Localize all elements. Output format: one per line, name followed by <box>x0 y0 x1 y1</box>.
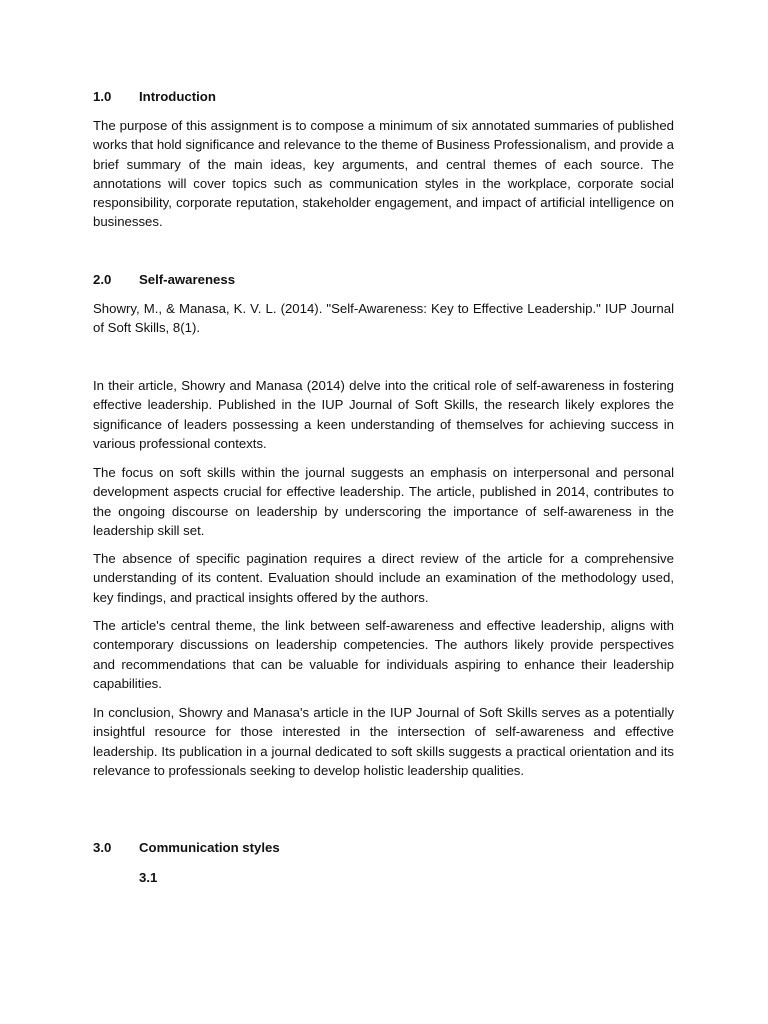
paragraph: In their article, Showry and Manasa (2014) delve into the critical role of self-awareness in fostering effective leadership. Published in the IUP Journal of Soft Skills, the research likely explores the significance of leaders possessing a keen understanding of themselves for achieving success in various professional contexts. <box>93 378 674 451</box>
section-number: 1.0 <box>93 89 112 104</box>
section-title: Communication styles <box>139 840 280 855</box>
paragraph: The focus on soft skills within the journal suggests an emphasis on interpersonal and personal development aspects crucial for effective leadership. The article, published in 2014, contributes to the ongoing discourse on leadership by underscoring the importance of self-awareness in the leadership skill set. <box>93 465 674 538</box>
section-title: Introduction <box>139 89 216 104</box>
section-heading-communication-styles <box>93 838 280 857</box>
section-number: 2.0 <box>93 272 112 287</box>
paragraph: The absence of specific pagination requires a direct review of the article for a comprehensive understanding of its content. Evaluation should include an examination of the methodology used, key findings, and practical insights offered by the authors. <box>93 551 674 605</box>
paragraph: The purpose of this assignment is to compose a minimum of six annotated summaries of published works that hold significance and relevance to the theme of Business Professionalism, and provide a brief summary of the main ideas, key arguments, and central themes of each source. The annotations will cover topics such as communication styles in the workplace, corporate social responsibility, corporate reputation, stakeholder engagement, and impact of artificial intelligence on businesses. <box>93 118 674 230</box>
paragraph: The article's central theme, the link between self-awareness and effective leadership, aligns with contemporary discussions on leadership competencies. The authors likely provide perspectives and recommendations that can be valuable for individuals aspiring to enhance their leadership capabilities. <box>93 618 674 691</box>
section-number: 3.0 <box>93 840 112 855</box>
section-title: Self-awareness <box>139 272 236 287</box>
section-heading-introduction <box>93 87 216 106</box>
paragraph: In conclusion, Showry and Manasa's article in the IUP Journal of Soft Skills serves as a potentially insightful resource for those interested in the intersection of self-awareness and effective leadership. Its publication in a journal dedicated to soft skills suggests a practical orientation and its relevance to professionals seeking to develop holistic leadership qualities. <box>93 705 674 778</box>
section-heading-self-awareness <box>93 270 235 289</box>
subsection-number: 3.1 <box>139 870 158 885</box>
citation: Showry, M., & Manasa, K. V. L. (2014). "Self-Awareness: Key to Effective Leadership." IUP Journal of Soft Skills, 8(1). <box>93 301 674 336</box>
